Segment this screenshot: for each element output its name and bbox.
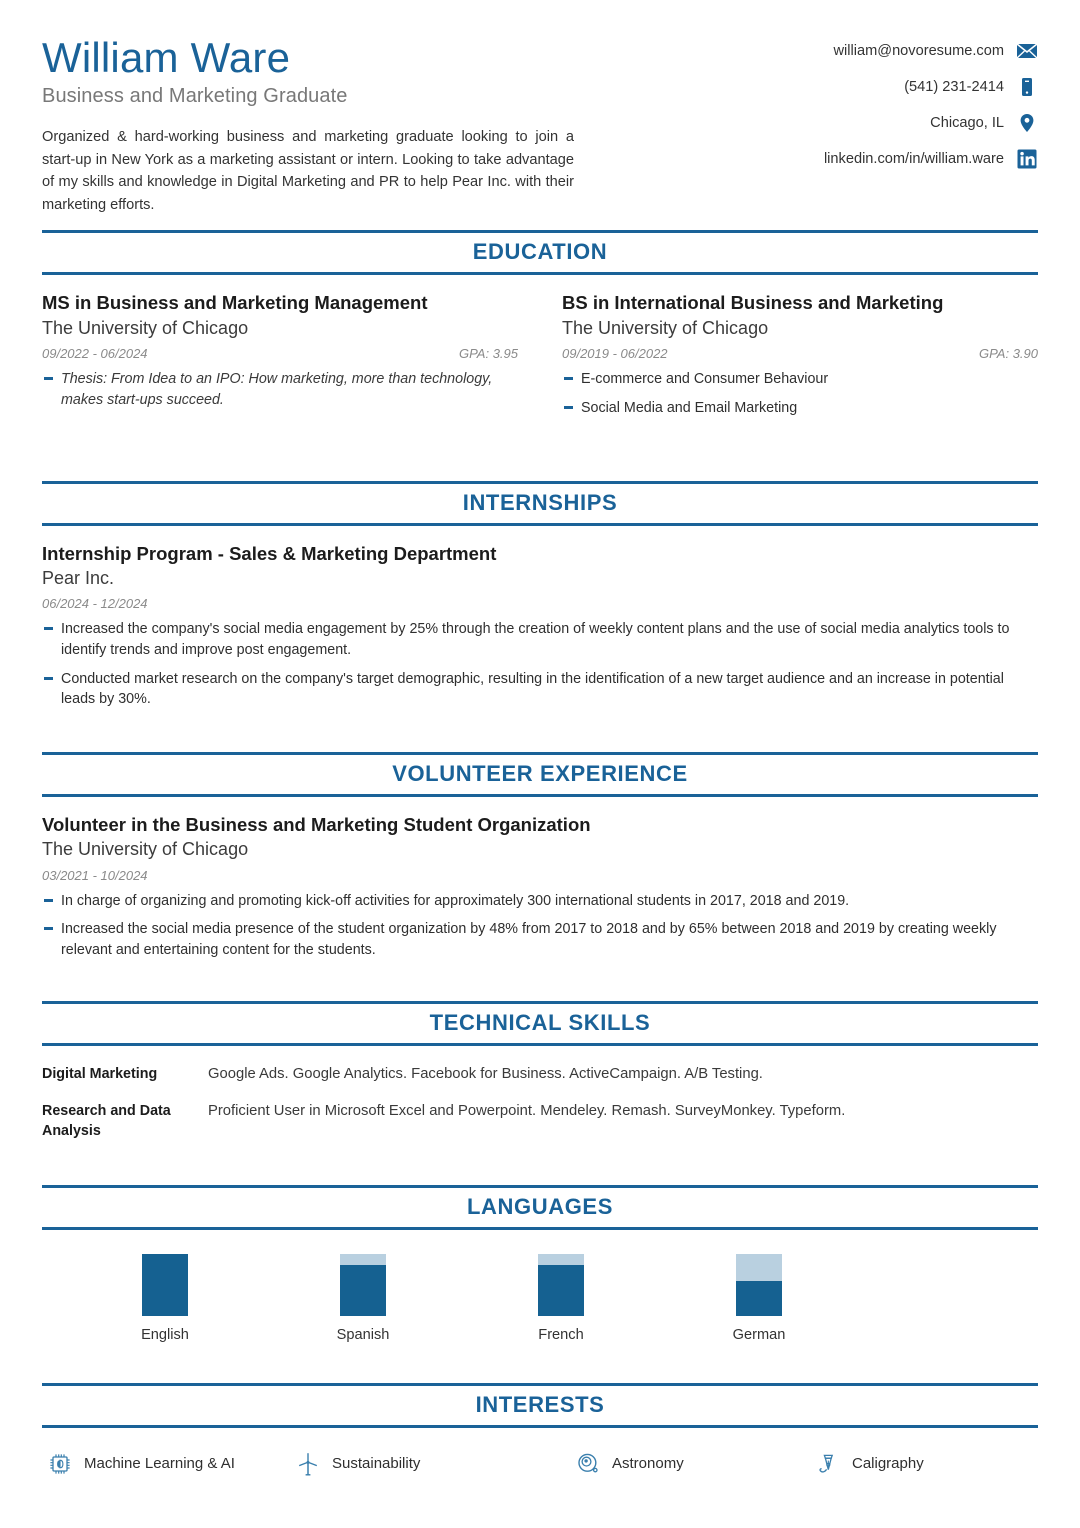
- education-entry-bs: [562, 291, 1038, 426]
- list-item: Increased the social media presence of the student organization by 48% from 2017 to 2018 and by 65% between 2018 and 2019 by creating weekly relevant and entertaining content for the students.: [42, 919, 1038, 960]
- language-item-spanish: [320, 1254, 518, 1343]
- volunteer-org: The University of Chicago: [42, 839, 249, 860]
- internship-bullets: [42, 619, 1038, 710]
- language-bar-fill: [538, 1265, 584, 1316]
- volunteer-dates: 03/2021 - 10/2024: [42, 867, 148, 883]
- linkedin-icon: [1016, 148, 1038, 170]
- interest-label: Machine Learning & AI: [84, 1455, 235, 1473]
- volunteer-meta: [42, 868, 1038, 883]
- skill-row: [42, 1064, 1038, 1085]
- section-title-languages: LANGUAGES: [467, 1193, 613, 1219]
- education-meta: [42, 346, 518, 361]
- section-title-volunteer: VOLUNTEER EXPERIENCE: [392, 761, 688, 787]
- education-entry-ms: [42, 291, 518, 426]
- section-header-languages: [42, 1185, 1038, 1230]
- language-bar-fill: [736, 1281, 782, 1315]
- professional-summary: Organized & hard-working business and marketing graduate looking to join a start-up in New York as a marketing assistant or intern. Looking to take advantage of my skills and knowledge in Digital Marketing and PR to help Pear Inc. with their marketing efforts.: [42, 129, 574, 213]
- language-bar-track: [142, 1254, 188, 1316]
- section-education: [42, 230, 1038, 426]
- section-title-interests: INTERESTS: [475, 1391, 605, 1417]
- microchip-brain-icon: [46, 1450, 74, 1478]
- contact-list: [824, 40, 1038, 170]
- planet-orbit-icon: [574, 1450, 602, 1478]
- education-gpa: GPA: 3.90: [978, 346, 1038, 362]
- language-bar-track: [736, 1254, 782, 1316]
- job-title: Business and Marketing Graduate: [42, 85, 348, 108]
- contact-item-email[interactable]: [833, 40, 1038, 62]
- location-pin-icon: [1016, 112, 1038, 134]
- list-item: In charge of organizing and promoting kick-off activities for approximately 300 international students in 2017, 2018 and 2019.: [42, 891, 1038, 912]
- internship-company: Pear Inc.: [42, 567, 115, 588]
- education-dates: 09/2019 - 06/2022: [562, 346, 668, 362]
- contact-item-phone[interactable]: [904, 76, 1038, 98]
- header-left: [42, 34, 602, 216]
- education-school: The University of Chicago: [562, 317, 769, 338]
- language-item-english: [122, 1254, 320, 1343]
- internship-dates: 06/2024 - 12/2024: [42, 596, 148, 612]
- section-title-technical-skills: TECHNICAL SKILLS: [429, 1009, 651, 1035]
- section-header-internships: [42, 481, 1038, 526]
- fountain-pen-nib-icon: [814, 1450, 842, 1478]
- contact-location-text: Chicago, IL: [930, 115, 1004, 131]
- skill-label: Research and Data Analysis: [42, 1102, 171, 1139]
- contact-item-linkedin[interactable]: [824, 148, 1038, 170]
- skill-value: Proficient User in Microsoft Excel and Powerpoint. Mendeley. Remash. SurveyMonkey. Typeform.: [208, 1102, 846, 1119]
- interest-item-machine-learning: [46, 1450, 294, 1478]
- contact-email-text: william@novoresume.com: [833, 43, 1004, 59]
- education-degree: BS in International Business and Marketing: [562, 292, 944, 314]
- education-entries: [42, 291, 1038, 426]
- section-title-internships: INTERNSHIPS: [462, 489, 618, 515]
- education-gpa: GPA: 3.95: [458, 346, 518, 362]
- contact-linkedin-text: linkedin.com/in/william.ware: [823, 151, 1004, 167]
- skills-table: [42, 1064, 1038, 1141]
- volunteer-role: Volunteer in the Business and Marketing Student Organization: [42, 814, 591, 836]
- skill-row: [42, 1101, 1038, 1141]
- education-degree: MS in Business and Marketing Management: [42, 292, 428, 314]
- language-item-german: [716, 1254, 914, 1343]
- education-dates: 09/2022 - 06/2024: [42, 346, 148, 362]
- internship-entry: [42, 542, 1038, 711]
- list-item: E-commerce and Consumer Behaviour: [562, 369, 1038, 390]
- language-label: English: [141, 1326, 189, 1343]
- interest-item-caligraphy: [814, 1450, 924, 1478]
- email-icon: [1016, 40, 1038, 62]
- education-bullets: [562, 369, 1038, 418]
- section-languages: [42, 1185, 1038, 1343]
- list-item: Increased the company's social media engagement by 25% through the creation of weekly content plans and the use of social media analytics tools to identify trends and improve post engagement.: [42, 619, 1038, 660]
- interest-item-astronomy: [574, 1450, 814, 1478]
- skill-value: Google Ads. Google Analytics. Facebook for Business. ActiveCampaign. A/B Testing.: [208, 1065, 763, 1082]
- education-meta: [562, 346, 1038, 361]
- wind-turbine-icon: [294, 1450, 322, 1478]
- section-internships: [42, 481, 1038, 711]
- section-header-interests: [42, 1383, 1038, 1428]
- section-header-volunteer: [42, 752, 1038, 797]
- internship-role: Internship Program - Sales & Marketing Department: [42, 542, 497, 564]
- internship-meta: [42, 596, 1038, 611]
- language-bar-fill: [142, 1254, 188, 1316]
- contact-phone-text: (541) 231-2414: [904, 79, 1004, 95]
- language-bar-fill: [340, 1265, 386, 1316]
- language-proficiency-chart: [42, 1254, 1038, 1343]
- volunteer-bullets: [42, 891, 1038, 961]
- education-bullets: [42, 369, 518, 410]
- section-header-education: [42, 230, 1038, 275]
- interest-label: Caligraphy: [852, 1455, 924, 1473]
- phone-icon: [1016, 76, 1038, 98]
- page-title: William Ware: [42, 34, 291, 81]
- section-technical-skills: [42, 1001, 1038, 1141]
- language-item-french: [518, 1254, 716, 1343]
- interest-label: Astronomy: [612, 1455, 684, 1473]
- section-volunteer-experience: [42, 752, 1038, 961]
- section-title-education: EDUCATION: [472, 239, 608, 265]
- interests-list: [42, 1450, 1038, 1478]
- list-item: Thesis: From Idea to an IPO: How marketing, more than technology, makes start-ups succeed.: [42, 369, 518, 410]
- education-school: The University of Chicago: [42, 317, 249, 338]
- section-header-technical-skills: [42, 1001, 1038, 1046]
- resume-header: [42, 34, 1038, 216]
- language-label: German: [732, 1326, 786, 1343]
- language-label: Spanish: [336, 1326, 390, 1343]
- skill-label: Digital Marketing: [42, 1065, 158, 1082]
- list-item: Social Media and Email Marketing: [562, 398, 1038, 419]
- volunteer-entry: [42, 813, 1038, 961]
- contact-item-location[interactable]: [930, 112, 1038, 134]
- section-interests: [42, 1383, 1038, 1478]
- language-bar-track: [340, 1254, 386, 1316]
- language-bar-track: [538, 1254, 584, 1316]
- interest-item-sustainability: [294, 1450, 574, 1478]
- interest-label: Sustainability: [332, 1455, 421, 1473]
- language-label: French: [538, 1326, 584, 1343]
- list-item: Conducted market research on the company's target demographic, resulting in the identification of a new target audience and an increase in potential leads by 30%.: [42, 669, 1038, 710]
